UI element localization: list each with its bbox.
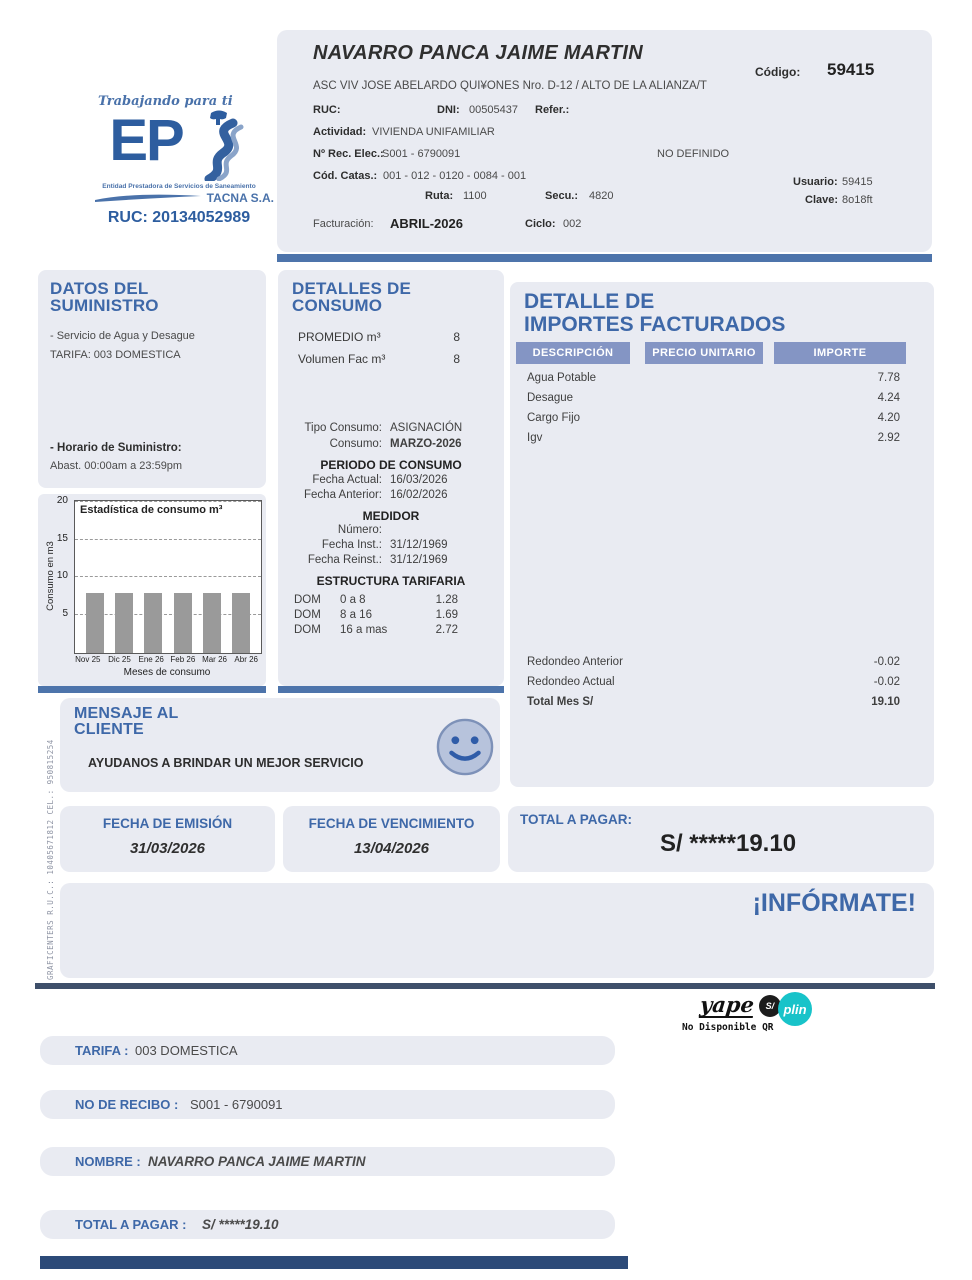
- customer-header-card: [277, 30, 932, 252]
- logo-tagline: Trabajando para ti: [98, 94, 233, 109]
- total-mes-row: [510, 696, 934, 716]
- codigo-label: Código:: [755, 65, 801, 79]
- fecha-inst-value: 31/12/1969: [390, 539, 448, 551]
- chart-ytick-label: 15: [56, 532, 68, 544]
- fecha-anterior-row: [278, 489, 504, 501]
- total-pagar-card: [508, 806, 934, 872]
- estructura-rango: 0 a 8: [340, 594, 366, 606]
- consumo-title-line2: CONSUMO: [292, 296, 383, 315]
- company-logo: [84, 94, 274, 227]
- redondeo-anterior-value: -0.02: [873, 656, 900, 668]
- logo-text-ep: EP: [109, 108, 183, 173]
- resumen-tarifa-label: TARIFA :: [75, 1043, 129, 1058]
- detalles-consumo-card: [278, 270, 504, 686]
- resumen-tarifa-row: [40, 1036, 615, 1065]
- mensaje-title-line2: CLIENTE: [74, 721, 144, 738]
- importe-valor: 4.24: [877, 392, 900, 404]
- chart-bar: [144, 593, 162, 653]
- chart-title: Estadística de consumo m³: [80, 504, 223, 516]
- column-header-descripcion: DESCRIPCIÓN: [516, 342, 630, 364]
- informate-text: ¡INFÓRMATE!: [752, 889, 916, 917]
- estructura-row: [294, 624, 458, 636]
- importes-title-line2: IMPORTES FACTURADOS: [524, 313, 786, 336]
- total-mes-value: 19.10: [871, 696, 900, 708]
- total-pagar-monto: S/ *****19.10: [659, 830, 797, 857]
- section-divider-bar: [35, 983, 935, 989]
- plin-logo: plin: [778, 992, 812, 1026]
- resumen-recibo-value: S001 - 6790091: [190, 1097, 283, 1112]
- chart-plot-area: [74, 500, 262, 654]
- resumen-nombre-row: [40, 1147, 615, 1176]
- mensaje-cliente-card: [60, 698, 500, 792]
- estructura-rango: 16 a mas: [340, 624, 388, 636]
- tipo-consumo-value: ASIGNACIÓN: [390, 422, 463, 434]
- fecha-actual-row: [278, 474, 504, 486]
- importe-descripcion: Desague: [527, 392, 574, 404]
- importe-descripcion: Agua Potable: [527, 372, 597, 384]
- chart-gridline: [75, 501, 261, 502]
- chart-ytick-label: 5: [62, 607, 68, 619]
- importes-title-line1: DETALLE DE: [524, 290, 655, 313]
- chart-ytick-label: 20: [56, 495, 68, 506]
- fecha-inst-label: Fecha Inst.:: [321, 539, 382, 551]
- estructura-categoria: DOM: [294, 594, 321, 606]
- logo-subtitle: Entidad Prestadora de Servicios de Saneamiento: [102, 183, 256, 190]
- importe-valor: 4.20: [877, 412, 900, 424]
- fecha-vencimiento-card: [283, 806, 500, 872]
- column-b-underline-bar: [278, 686, 504, 693]
- dni-label: DNI:: [437, 104, 460, 116]
- fecha-inst-row: [278, 539, 504, 551]
- estructura-precio: 2.72: [435, 624, 458, 636]
- chart-x-axis-ticks: [72, 655, 262, 664]
- fecha-actual-value: 16/03/2026: [390, 474, 448, 486]
- datos-title-line1: DATOS DEL: [50, 279, 149, 298]
- column-header-precio-unitario: PRECIO UNITARIO: [645, 342, 763, 364]
- ruta-label: Ruta:: [425, 190, 454, 202]
- estructura-precio: 1.69: [435, 609, 458, 621]
- yape-wordmark: yape: [698, 992, 756, 1017]
- chart-bar: [115, 593, 133, 653]
- importe-descripcion: Igv: [527, 432, 543, 444]
- chart-bar: [174, 593, 192, 653]
- codigo-catastral-label: Cód. Catas.:: [313, 170, 378, 182]
- clave-label: Clave:: [805, 194, 839, 206]
- servicio-text: - Servicio de Agua y Desague: [50, 330, 195, 342]
- tipo-consumo-label: Tipo Consumo:: [304, 422, 382, 434]
- estructura-categoria: DOM: [294, 624, 321, 636]
- importe-row: [510, 372, 934, 392]
- estructura-rango: 8 a 16: [340, 609, 372, 621]
- importes-facturados-card: [510, 282, 934, 787]
- actividad-label: Actividad:: [313, 126, 367, 138]
- company-ruc: RUC: 20134052989: [107, 209, 251, 226]
- resumen-recibo-label: NO DE RECIBO :: [75, 1097, 179, 1112]
- facturacion-value: ABRIL-2026: [390, 216, 463, 231]
- medidor-heading: MEDIDOR: [362, 509, 420, 523]
- estructura-categoria: DOM: [294, 609, 321, 621]
- customer-address: ASC VIV JOSE ABELARDO QUI¥ONES Nro. D-12 / ALTO DE LA ALIANZA/T: [313, 80, 707, 92]
- volumen-value: 8: [453, 352, 460, 366]
- redondeo-actual-row: [510, 676, 934, 696]
- yape-soles-badge-icon: S/: [759, 995, 781, 1017]
- estructura-row: [294, 609, 458, 621]
- promedio-row: [298, 330, 460, 344]
- chart-ytick-label: 10: [56, 570, 68, 581]
- fecha-reinst-label: Fecha Reinst.:: [307, 554, 382, 566]
- codigo-value: 59415: [827, 60, 875, 79]
- recibo-electronico-label: Nº Rec. Elec.:: [313, 148, 384, 160]
- promedio-value: 8: [453, 330, 460, 344]
- resumen-nombre-label: NOMBRE :: [75, 1154, 141, 1169]
- horario-label: - Horario de Suministro:: [50, 442, 182, 454]
- smiley-face-icon: [436, 718, 494, 776]
- importe-valor: 7.78: [877, 372, 900, 384]
- importe-row: [510, 392, 934, 412]
- chart-y-axis-label: Consumo en m3: [45, 541, 56, 611]
- fecha-reinst-row: [278, 554, 504, 566]
- mensaje-title-line1: MENSAJE AL: [74, 705, 179, 722]
- wave-swoosh-icon: [93, 192, 203, 204]
- periodo-consumo-heading: PERIODO DE CONSUMO: [320, 458, 462, 472]
- datos-title-line2: SUMINISTRO: [50, 296, 159, 315]
- consumo-mes-row: [278, 438, 504, 450]
- chart-xtick-label: Abr 26: [234, 655, 258, 664]
- fecha-emision-title: FECHA DE EMISIÓN: [102, 816, 233, 831]
- print-shop-note: GRAFICENTERS R.U.C.: 10405671812 CEL.: 950815254: [46, 739, 55, 980]
- usuario-value: 59415: [842, 176, 873, 188]
- dni-value: 00505437: [469, 104, 518, 116]
- recibo-electronico-value: S001 - 6790091: [382, 148, 461, 160]
- column-header-importe: IMPORTE: [774, 342, 906, 364]
- importe-row: [510, 432, 934, 452]
- redondeo-anterior-label: Redondeo Anterior: [527, 656, 623, 668]
- consumption-chart-card: [38, 494, 266, 686]
- resumen-total-label: TOTAL A PAGAR :: [75, 1217, 187, 1232]
- medidor-numero-label: Número:: [337, 524, 382, 536]
- volumen-row: [298, 352, 460, 366]
- estructura-tarifaria-heading: ESTRUCTURA TARIFARIA: [316, 574, 466, 588]
- chart-xtick-label: Dic 25: [108, 655, 131, 664]
- faucet-river-s-icon: [183, 109, 249, 181]
- fecha-anterior-value: 16/02/2026: [390, 489, 448, 501]
- chart-xtick-label: Nov 25: [75, 655, 101, 664]
- bottom-navy-bar: [40, 1256, 628, 1269]
- redondeo-anterior-row: [510, 656, 934, 676]
- redondeo-actual-value: -0.02: [873, 676, 900, 688]
- clave-value: 8o18ft: [842, 194, 873, 206]
- tarifa-text: TARIFA: 003 DOMESTICA: [50, 349, 181, 361]
- fecha-anterior-label: Fecha Anterior:: [304, 489, 382, 501]
- logo-region-row: [84, 191, 274, 205]
- fecha-emision-value: 31/03/2026: [129, 840, 206, 857]
- fecha-vencimiento-title: FECHA DE VENCIMIENTO: [308, 816, 475, 831]
- ciclo-value: 002: [563, 218, 582, 230]
- no-definido-text: NO DEFINIDO: [657, 148, 730, 160]
- actividad-value: VIVIENDA UNIFAMILIAR: [372, 126, 495, 138]
- resumen-tarifa-value: 003 DOMESTICA: [135, 1043, 238, 1058]
- importes-title: [524, 290, 785, 336]
- importe-row: [510, 412, 934, 432]
- fecha-emision-card: [60, 806, 275, 872]
- importes-table-body: [510, 372, 934, 452]
- logo-row: [84, 109, 274, 181]
- medidor-numero-row: [278, 524, 504, 536]
- estructura-row: [294, 594, 458, 606]
- fecha-actual-label: Fecha Actual:: [312, 474, 382, 486]
- total-pagar-label: TOTAL A PAGAR:: [520, 812, 632, 827]
- ruc-label: RUC:: [313, 104, 341, 116]
- facturacion-label: Facturación:: [313, 218, 374, 230]
- resumen-total-row: [40, 1210, 615, 1239]
- refer-label: Refer.:: [535, 104, 570, 116]
- tipo-consumo-row: [278, 422, 504, 434]
- fecha-reinst-value: 31/12/1969: [390, 554, 448, 566]
- mensaje-texto: AYUDANOS A BRINDAR UN MEJOR SERVICIO: [88, 756, 364, 770]
- chart-bars: [75, 503, 261, 653]
- chart-xtick-label: Mar 26: [202, 655, 227, 664]
- chart-xtick-label: Feb 26: [170, 655, 196, 664]
- redondeo-actual-label: Redondeo Actual: [527, 676, 615, 688]
- consumo-title-line1: DETALLES DE: [292, 279, 412, 298]
- chart-bar: [203, 593, 221, 653]
- customer-name: NAVARRO PANCA JAIME MARTIN: [313, 42, 644, 64]
- fecha-vencimiento-value: 13/04/2026: [353, 840, 430, 857]
- resumen-recibo-row: [40, 1090, 615, 1119]
- consumo-mes-value: MARZO-2026: [390, 438, 462, 450]
- informate-card: [60, 883, 934, 978]
- promedio-label: PROMEDIO m³: [298, 330, 381, 344]
- chart-bar: [86, 593, 104, 653]
- importe-descripcion: Cargo Fijo: [527, 412, 581, 424]
- secuencia-value: 4820: [589, 190, 614, 202]
- column-a-underline-bar: [38, 686, 266, 693]
- resumen-total-value: S/ *****19.10: [202, 1217, 279, 1232]
- resumen-nombre-value: NAVARRO PANCA JAIME MARTIN: [148, 1154, 366, 1169]
- consumo-mes-label: Consumo:: [329, 438, 382, 450]
- importe-valor: 2.92: [877, 432, 900, 444]
- usuario-label: Usuario:: [793, 176, 838, 188]
- logo-region: TACNA S.A.: [206, 191, 274, 205]
- volumen-label: Volumen Fac m³: [298, 352, 386, 366]
- ciclo-label: Ciclo:: [525, 218, 556, 230]
- total-mes-label: Total Mes S/: [527, 696, 594, 708]
- ruta-value: 1100: [463, 190, 487, 202]
- codigo-catastral-value: 001 - 012 - 0120 - 0084 - 001: [383, 170, 527, 182]
- horario-value: Abast. 00:00am a 23:59pm: [50, 460, 183, 472]
- qr-unavailable-note: No Disponible QR: [682, 1022, 774, 1033]
- yape-logo: [700, 994, 781, 1018]
- secuencia-label: Secu.:: [545, 190, 579, 202]
- chart-x-axis-label: Meses de consumo: [123, 667, 211, 678]
- header-underline-bar: [277, 254, 932, 262]
- estructura-precio: 1.28: [435, 594, 458, 606]
- chart-xtick-label: Ene 26: [138, 655, 164, 664]
- chart-bar: [232, 593, 250, 653]
- datos-suministro-card: [38, 270, 266, 488]
